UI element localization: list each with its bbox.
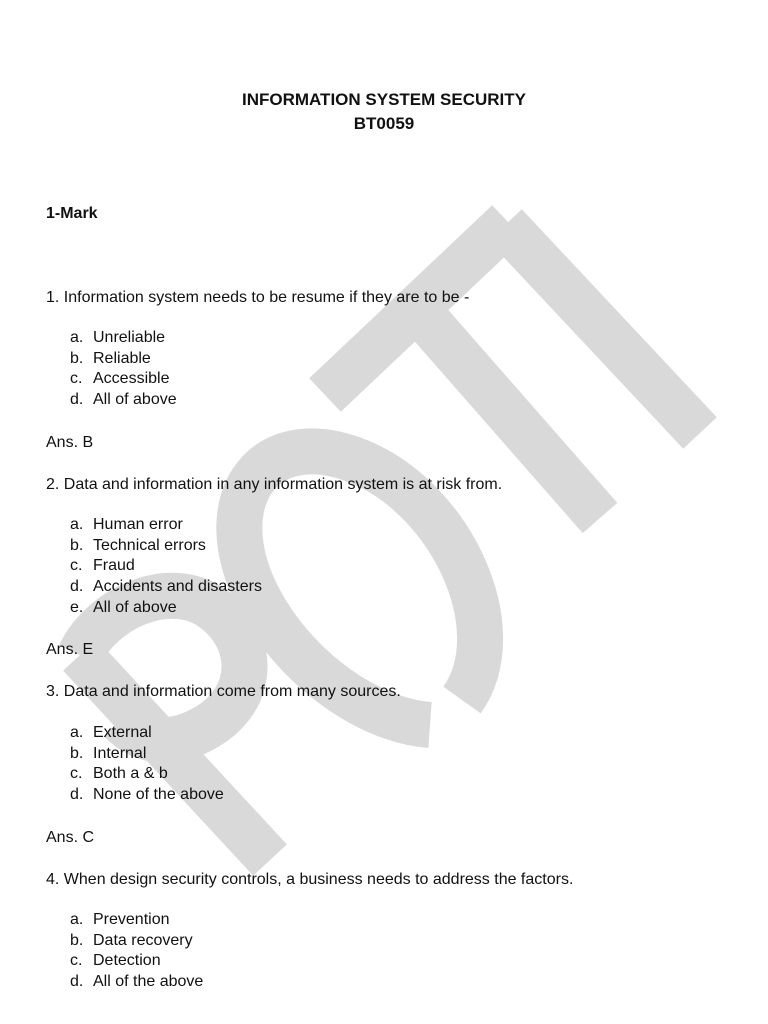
document-title: INFORMATION SYSTEM SECURITY — [242, 90, 526, 109]
option-letter: b. — [70, 349, 84, 367]
option-text: All of above — [93, 391, 177, 409]
option — [70, 598, 262, 619]
section-heading: 1-Mark — [46, 205, 98, 222]
option-text: Both a & b — [93, 765, 168, 783]
answer-2: Ans. E — [46, 641, 94, 658]
answer-3: Ans. C — [46, 829, 95, 846]
option-letter: a. — [70, 516, 84, 533]
question-3-options — [70, 723, 224, 806]
option-letter: c. — [70, 557, 83, 575]
answer-1: Ans. B — [46, 434, 94, 451]
option — [70, 785, 224, 806]
option-text: Accessible — [93, 370, 170, 388]
option-letter: b. — [70, 931, 84, 949]
option-letter: d. — [70, 391, 84, 409]
question-2-options — [70, 515, 262, 619]
option — [70, 328, 177, 349]
question-1-options — [70, 328, 177, 411]
option-text: Internal — [93, 744, 147, 762]
option-text: Fraud — [93, 557, 135, 575]
question-4: 4. When design security controls, a business needs to address the factors. — [46, 871, 574, 888]
option-letter: d. — [70, 973, 84, 991]
option-text: Accidents and disasters — [93, 578, 262, 596]
option-letter: a. — [70, 911, 84, 928]
question-1: 1. Information system needs to be resume if they are to be - — [46, 289, 470, 306]
option-text: None of the above — [93, 786, 224, 804]
option — [70, 536, 262, 557]
option-text: Prevention — [93, 911, 170, 928]
option-text: Reliable — [93, 349, 151, 367]
option-letter: a. — [70, 329, 84, 346]
option-letter: b. — [70, 536, 84, 554]
option — [70, 556, 262, 577]
option — [70, 931, 203, 952]
option-letter: c. — [70, 765, 83, 783]
option — [70, 723, 224, 744]
option-letter: d. — [70, 578, 84, 596]
option-letter: a. — [70, 724, 84, 741]
option-text: Technical errors — [93, 536, 206, 554]
option — [70, 951, 203, 972]
option-letter: d. — [70, 786, 84, 804]
option — [70, 910, 203, 931]
option-text: Data recovery — [93, 931, 193, 949]
option — [70, 764, 224, 785]
question-2: 2. Data and information in any information system is at risk from. — [46, 476, 503, 493]
option-text: All of the above — [93, 973, 204, 991]
option-text: Human error — [93, 516, 183, 533]
option-text: All of above — [93, 598, 177, 616]
option-letter: b. — [70, 744, 84, 762]
option-text: Detection — [93, 952, 161, 970]
course-code: BT0059 — [353, 114, 415, 133]
question-4-options — [70, 910, 203, 993]
option-text: Unreliable — [93, 329, 166, 346]
option-letter: e. — [70, 598, 84, 616]
option — [70, 390, 177, 411]
option — [70, 515, 262, 536]
option-letter: c. — [70, 370, 83, 388]
option — [70, 744, 224, 765]
option-text: External — [93, 724, 152, 741]
option-letter: c. — [70, 952, 83, 970]
option — [70, 577, 262, 598]
option — [70, 349, 177, 370]
question-3: 3. Data and information come from many sources. — [46, 683, 401, 700]
option — [70, 369, 177, 390]
option — [70, 972, 203, 993]
